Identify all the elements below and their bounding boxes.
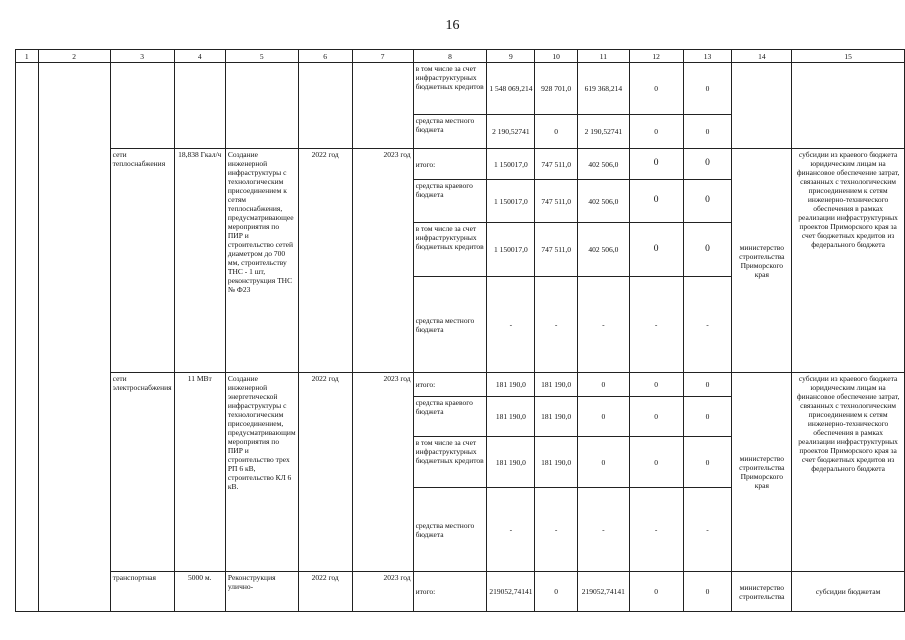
object-capacity: 11 МВт: [174, 373, 225, 572]
value-2023: 402 506,0: [577, 180, 629, 223]
end-year: 2023 год: [352, 572, 413, 612]
start-year: 2022 год: [298, 373, 352, 572]
value-2025: 0: [683, 63, 732, 115]
value-2022: 928 701,0: [535, 63, 577, 115]
col-number: 10: [535, 50, 577, 63]
funding-source-label: в том числе за счет инфраструктурных бюджетных кредитов: [413, 437, 487, 488]
value-2025: 0: [683, 149, 732, 180]
value-2023: 402 506,0: [577, 223, 629, 277]
value-2024: 0: [629, 373, 683, 397]
value-total: 181 190,0: [487, 373, 535, 397]
cell-empty: [16, 63, 39, 612]
col-number: 3: [110, 50, 174, 63]
value-2022: 747 511,0: [535, 223, 577, 277]
col-number: 13: [683, 50, 732, 63]
value-total: -: [487, 488, 535, 572]
table-row: [16, 63, 905, 115]
col-number: 9: [487, 50, 535, 63]
value-2023: 0: [577, 373, 629, 397]
value-2024: -: [629, 488, 683, 572]
object-capacity: 5000 м.: [174, 572, 225, 612]
value-2024: -: [629, 277, 683, 373]
cell-empty: [174, 63, 225, 149]
value-2023: 402 506,0: [577, 149, 629, 180]
col-number: 6: [298, 50, 352, 63]
value-2023: -: [577, 277, 629, 373]
value-2022: 181 190,0: [535, 373, 577, 397]
value-2022: -: [535, 277, 577, 373]
col-number: 11: [577, 50, 629, 63]
object-name: транспортная: [110, 572, 174, 612]
value-2022: 747 511,0: [535, 149, 577, 180]
value-total: 219052,74141: [487, 572, 535, 612]
funding-source-label: итого:: [413, 572, 487, 612]
value-2023: -: [577, 488, 629, 572]
value-2024: 0: [629, 63, 683, 115]
cell-empty: [38, 63, 110, 612]
object-description: Реконструкция улично-: [225, 572, 298, 612]
value-2025: 0: [683, 572, 732, 612]
value-total: 1 150017,0: [487, 223, 535, 277]
table-row: [16, 149, 905, 180]
end-year: 2023 год: [352, 373, 413, 572]
value-total: -: [487, 277, 535, 373]
col-number: 7: [352, 50, 413, 63]
funding-mechanism: субсидии бюджетам: [792, 572, 905, 612]
col-number: 2: [38, 50, 110, 63]
col-number: 4: [174, 50, 225, 63]
value-2025: 0: [683, 115, 732, 149]
value-2023: 0: [577, 397, 629, 437]
col-number: 8: [413, 50, 487, 63]
value-2025: 0: [683, 397, 732, 437]
value-2025: -: [683, 277, 732, 373]
value-total: 181 190,0: [487, 437, 535, 488]
funding-source-label: средства краевого бюджета: [413, 180, 487, 223]
value-2022: 181 190,0: [535, 437, 577, 488]
cell-empty: [110, 63, 174, 149]
value-2022: 0: [535, 572, 577, 612]
funding-source-label: итого:: [413, 373, 487, 397]
value-2024: 0: [629, 149, 683, 180]
value-2025: 0: [683, 373, 732, 397]
cell-empty: [298, 63, 352, 149]
funding-source-label: средства местного бюджета: [413, 488, 487, 572]
funding-source-label: средства краевого бюджета: [413, 397, 487, 437]
value-2022: 0: [535, 115, 577, 149]
financing-table: [15, 49, 905, 612]
value-2022: 181 190,0: [535, 397, 577, 437]
value-2024: 0: [629, 437, 683, 488]
value-2024: 0: [629, 572, 683, 612]
value-2022: 747 511,0: [535, 180, 577, 223]
value-2022: -: [535, 488, 577, 572]
value-2024: 0: [629, 180, 683, 223]
value-total: 1 548 069,214: [487, 63, 535, 115]
executor: министерство строительства Приморского края: [732, 149, 792, 373]
value-total: 2 190,52741: [487, 115, 535, 149]
value-2025: 0: [683, 223, 732, 277]
value-2024: 0: [629, 115, 683, 149]
value-2025: 0: [683, 437, 732, 488]
col-number: 5: [225, 50, 298, 63]
funding-source-label: средства местного бюджета: [413, 277, 487, 373]
value-total: 1 150017,0: [487, 180, 535, 223]
page-number: 16: [445, 18, 460, 33]
funding-source-label: средства местного бюджета: [413, 115, 487, 149]
executor: министерство строительства: [732, 572, 792, 612]
table-row: [16, 373, 905, 397]
value-2023: 2 190,52741: [577, 115, 629, 149]
funding-source-label: итого:: [413, 149, 487, 180]
col-number: 14: [732, 50, 792, 63]
value-2024: 0: [629, 223, 683, 277]
col-number: 15: [792, 50, 905, 63]
value-total: 1 150017,0: [487, 149, 535, 180]
object-name: сети электроснабжения: [110, 373, 174, 572]
object-description: Создание инженерной энергетической инфраструктуры с технологическим присоединением, предусматривающим мероприятия по ПИР и строительство трех РП 6 кВ, строительство КЛ 6 кВ.: [225, 373, 298, 572]
header-row: [16, 50, 905, 63]
value-total: 181 190,0: [487, 397, 535, 437]
value-2023: 619 368,214: [577, 63, 629, 115]
object-capacity: 18,838 Гкал/ч: [174, 149, 225, 373]
executor: министерство строительства Приморского края: [732, 373, 792, 572]
funding-source-label: в том числе за счет инфраструктурных бюджетных кредитов: [413, 63, 487, 115]
value-2023: 0: [577, 437, 629, 488]
table-row: [16, 572, 905, 612]
value-2024: 0: [629, 397, 683, 437]
start-year: 2022 год: [298, 572, 352, 612]
funding-source-label: в том числе за счет инфраструктурных бюджетных кредитов: [413, 223, 487, 277]
funding-mechanism: субсидии из краевого бюджета юридическим лицам на финансовое обеспечение затрат, связанных с технологическим присоединением к сетям инженерно-технического обеспечения в рамках реализации инфраструктурных проектов Приморского края за счет бюджетных кредитов из федерального бюджета: [792, 373, 905, 572]
object-description: Создание инженерной инфраструктуры с технологическим присоединением к сетям теплоснабжения, предусматривающее мероприятия по ПИР и строительство сетей диаметром до 700 мм, строительству ТНС - 1 шт, реконструкция ТНС № Ф23: [225, 149, 298, 373]
cell-empty: [352, 63, 413, 149]
start-year: 2022 год: [298, 149, 352, 373]
cell-empty: [792, 63, 905, 149]
funding-mechanism: субсидии из краевого бюджета юридическим лицам на финансовое обеспечение затрат, связанных с технологическим присоединением к сетям инженерно-технического обеспечения в рамках реализации инфраструктурных проектов Приморского края за счет бюджетных кредитов из федерального бюджета: [792, 149, 905, 373]
object-name: сети теплоснабжения: [110, 149, 174, 373]
value-2025: -: [683, 488, 732, 572]
value-2023: 219052,74141: [577, 572, 629, 612]
end-year: 2023 год: [352, 149, 413, 373]
cell-empty: [225, 63, 298, 149]
col-number: 1: [16, 50, 39, 63]
cell-empty: [732, 63, 792, 149]
col-number: 12: [629, 50, 683, 63]
value-2025: 0: [683, 180, 732, 223]
